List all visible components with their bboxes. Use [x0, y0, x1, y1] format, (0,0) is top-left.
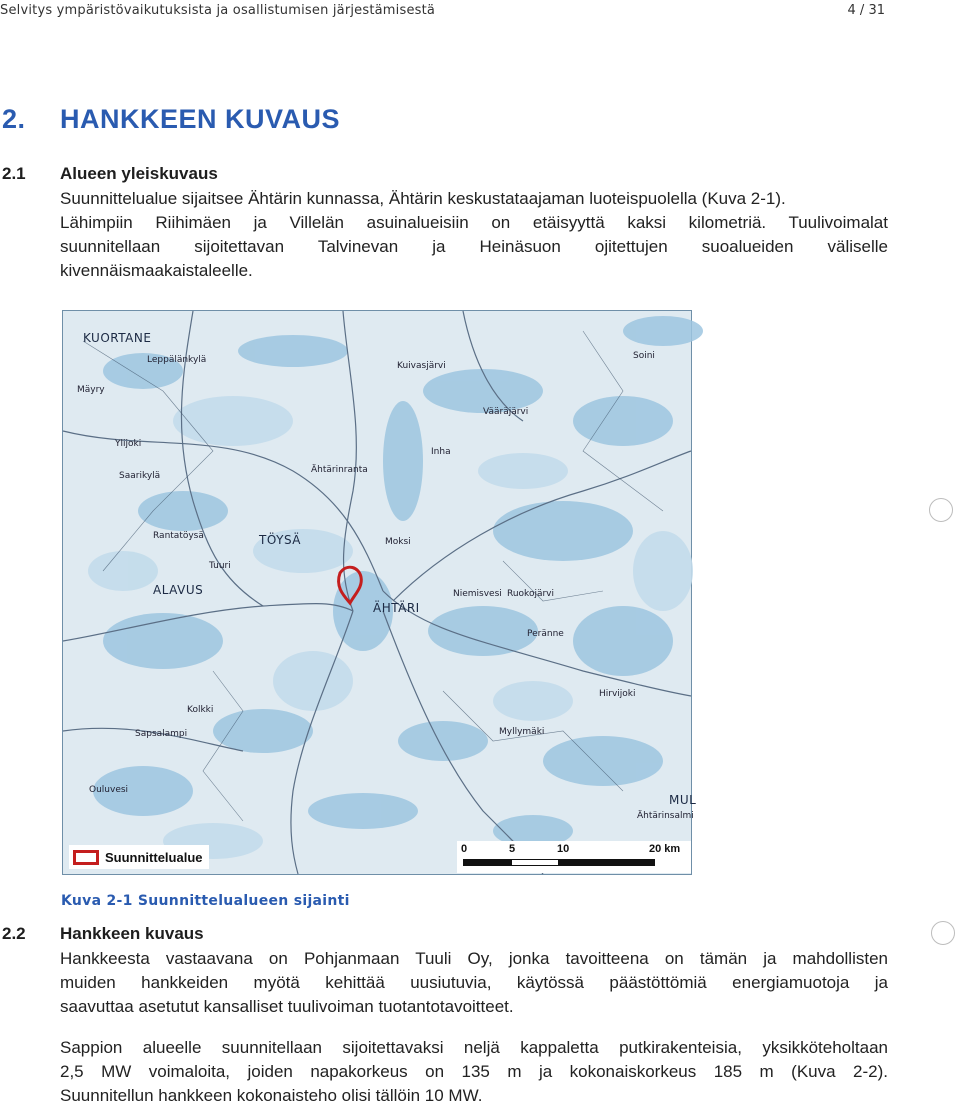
map-label: Kolkki	[187, 705, 214, 715]
map-label: ÄHTÄRI	[373, 601, 420, 615]
legend-swatch	[73, 850, 99, 865]
subsection-number: 2.2	[2, 924, 26, 943]
scale-tick: 0	[461, 843, 468, 855]
map-label: Sapsalampi	[135, 729, 188, 739]
map-legend	[69, 845, 209, 869]
scale-segment	[463, 859, 511, 866]
map-label: Myllymäki	[499, 727, 545, 737]
map-label: KUORTANE	[83, 331, 152, 345]
page-number: 4 / 31	[847, 3, 885, 18]
running-header-title: Selvitys ympäristövaikutuksista ja osallistumisen järjestämisestä	[0, 3, 436, 18]
map-label: Soini	[633, 351, 655, 361]
map-label: Leppälänkylä	[147, 355, 207, 365]
map-label: Ähtärinsalmi	[637, 811, 694, 821]
scale-segment	[559, 859, 655, 866]
paragraph-developer	[60, 947, 888, 1019]
map-label: MUL	[669, 793, 697, 807]
map-label: Peränne	[527, 629, 564, 639]
map-label: Hirvijoki	[599, 689, 636, 699]
text-line: Suunnittelualue sijaitsee Ähtärin kunnassa, Ähtärin keskustataajaman luoteispuolella (Kuva 2-1).	[60, 189, 786, 208]
figure-caption: Kuva 2-1 Suunnittelualueen sijainti	[61, 893, 350, 909]
scale-tick: 5	[509, 843, 516, 855]
subsection-number: 2.1	[2, 164, 26, 183]
map-label: TÖYSÄ	[259, 533, 301, 547]
section-title: HANKKEEN KUVAUS	[60, 104, 341, 134]
text-line: Sappion alueelle suunnitellaan sijoitettavaksi neljä kappaletta putkirakenteisia, yksikköteholtaan	[60, 1038, 888, 1057]
legend-label: Suunnittelualue	[105, 849, 203, 865]
map-label: Ylijoki	[115, 439, 142, 449]
map-label: Rantatöysä	[153, 531, 204, 541]
text-line: Lähimpiin Riihimäen ja Villelän asuinalueisiin on etäisyyttä kaksi kilometriä. Tuulivoimalat	[60, 213, 888, 232]
scale-tick: 10	[557, 843, 570, 855]
scale-bar	[457, 841, 691, 873]
text-line: 2,5 MW voimaloita, joiden napakorkeus on 135 m ja kokonaiskorkeus 185 m (Kuva 2-2).	[60, 1062, 888, 1081]
paragraph-location	[60, 187, 888, 283]
scale-segment	[511, 859, 559, 866]
scale-tick: 20 km	[649, 843, 681, 855]
map-label: Saarikylä	[119, 471, 161, 481]
map-label: Kuivasjärvi	[397, 361, 446, 371]
text-line: kivennäismaakaistaleelle.	[60, 261, 253, 280]
punch-hole-mark	[929, 498, 953, 522]
subsection-heading-2-2	[2, 924, 204, 944]
subsection-title: Hankkeen kuvaus	[60, 924, 204, 943]
punch-hole-mark	[931, 921, 955, 945]
text-line: muiden hankkeiden myötä kehittää uusiutuvia, käytössä päästöttömiä energiamuotoja ja	[60, 973, 888, 992]
text-line: Hankkeesta vastaavana on Pohjanmaan Tuuli Oy, jonka tavoitteena on tämän ja mahdollisten	[60, 949, 888, 968]
paragraph-turbines	[60, 1036, 888, 1108]
map-label: Niemisvesi	[453, 589, 502, 599]
section-heading	[2, 104, 340, 135]
location-map	[62, 310, 697, 875]
text-line: Suunnitellun hankkeen kokonaisteho olisi tällöin 10 MW.	[60, 1086, 483, 1105]
map-label: Inha	[431, 447, 451, 457]
map-label: Ouluvesi	[89, 785, 129, 795]
map-label: Moksi	[385, 537, 411, 547]
section-number: 2.	[2, 104, 26, 134]
map-label: Vääräjärvi	[483, 407, 529, 417]
map-label: Mäyry	[77, 385, 105, 395]
map-label: Ähtärinranta	[311, 465, 368, 475]
subsection-title: Alueen yleiskuvaus	[60, 164, 218, 183]
text-line: suunnitellaan sijoitettavan Talvinevan ja Heinäsuon ojitettujen suoalueiden väliselle	[60, 237, 888, 256]
map-label: Tuuri	[209, 561, 231, 571]
text-line: saavuttaa asetutut kansalliset tuulivoiman tuotantotavoitteet.	[60, 997, 514, 1016]
map-label: ALAVUS	[153, 583, 204, 597]
subsection-heading-2-1	[2, 164, 218, 184]
map-label: Ruokojärvi	[507, 589, 554, 599]
